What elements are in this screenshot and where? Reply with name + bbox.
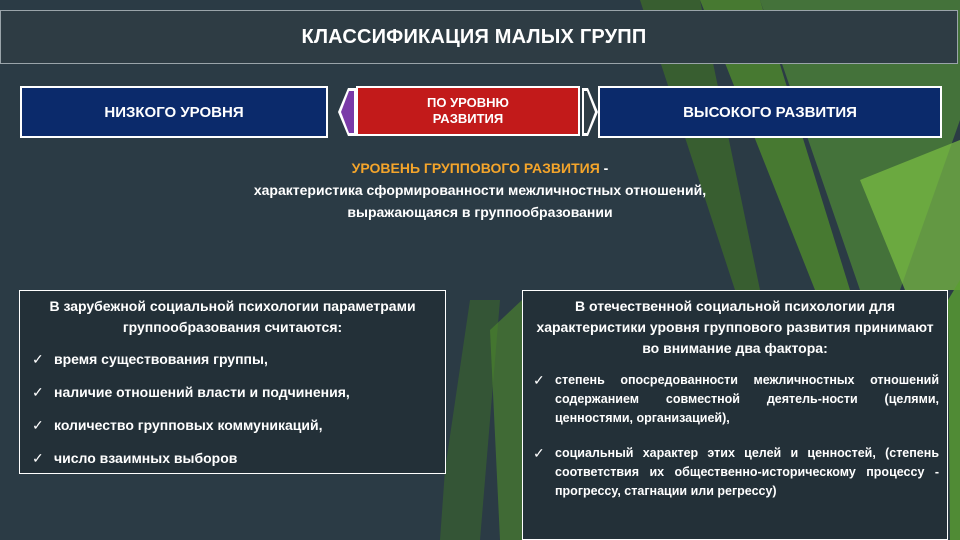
list-item-text: время существования группы,: [54, 351, 268, 367]
list-item-text: количество групповых коммуникаций,: [54, 417, 323, 433]
checkmark-icon: ✓: [533, 372, 545, 388]
definition-term: УРОВЕНЬ ГРУППОВОГО РАЗВИТИЯ: [351, 160, 600, 176]
high-level-box: [598, 86, 942, 138]
list-item: [531, 371, 939, 428]
list-item-text: степень опосредованности межличностных отношений содержанием совместной деятель-ности (целями, ценностями, организацией),: [555, 373, 939, 425]
domestic-heading: В отечественной социальной психологии для характеристики уровня группового развития принимают во внимание два фактора:: [536, 298, 934, 356]
list-item-text: социальный характер этих целей и ценностей, (степень соответствия их общественно-историческому процессу - прогрессу, стагнации или регрессу): [555, 446, 939, 498]
definition-dash: -: [599, 160, 609, 176]
list-item-text: наличие отношений власти и подчинения,: [54, 384, 350, 400]
slide-title: КЛАССИФИКАЦИЯ МАЛЫХ ГРУПП: [301, 25, 647, 48]
list-item: [30, 350, 435, 368]
checkmark-icon: ✓: [32, 450, 44, 466]
checkmark-icon: ✓: [533, 445, 545, 461]
definition-block: [230, 157, 730, 223]
list-item: [30, 449, 435, 467]
list-item: [531, 444, 939, 501]
domestic-psychology-card: [522, 290, 948, 540]
checkmark-icon: ✓: [32, 351, 44, 367]
domestic-list: [531, 371, 939, 501]
low-level-label: НИЗКОГО УРОВНЯ: [104, 103, 244, 121]
checkmark-icon: ✓: [32, 384, 44, 400]
development-level-label: ПО УРОВНЮ РАЗВИТИЯ: [427, 95, 509, 126]
title-bar: [0, 10, 958, 64]
foreign-list: [30, 350, 435, 467]
foreign-psychology-card: [19, 290, 446, 474]
list-item: [30, 383, 435, 401]
definition-text: характеристика сформированности межличностных отношений, выражающаяся в группообразовании: [253, 182, 707, 220]
development-level-box: [356, 86, 580, 136]
foreign-heading: В зарубежной социальной психологии параметрами группообразования считаются:: [49, 298, 416, 335]
list-item-text: число взаимных выборов: [54, 450, 238, 466]
high-level-label: ВЫСОКОГО РАЗВИТИЯ: [683, 103, 857, 121]
checkmark-icon: ✓: [32, 417, 44, 433]
list-item: [30, 416, 435, 434]
